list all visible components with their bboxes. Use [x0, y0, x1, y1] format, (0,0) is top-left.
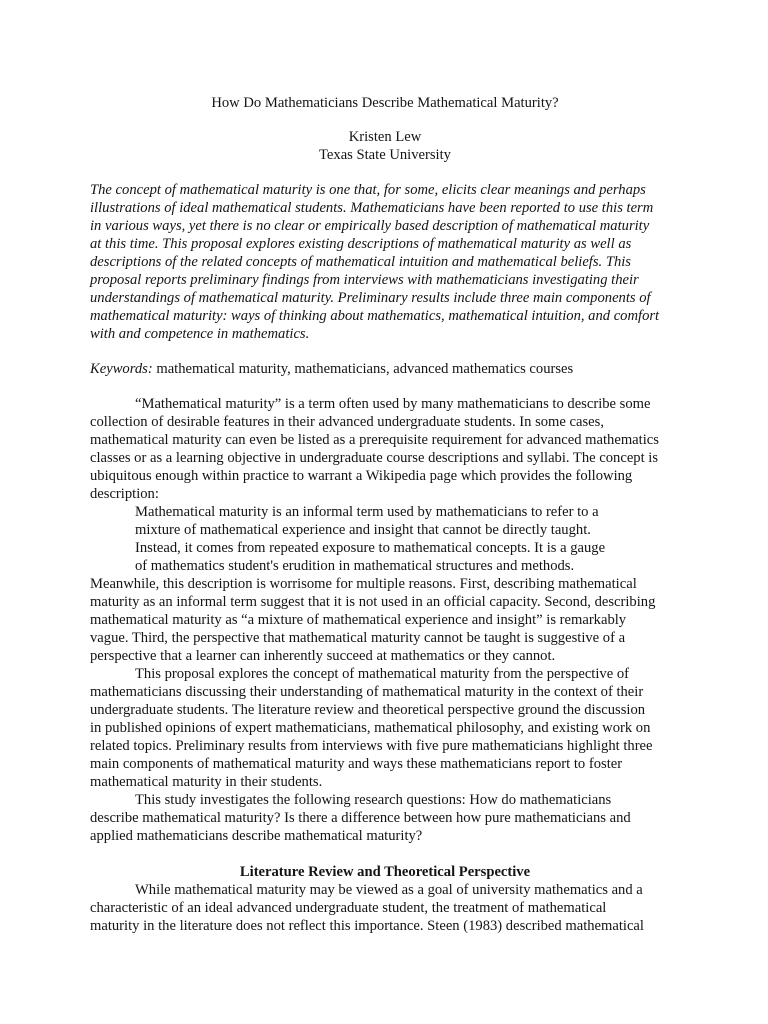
abstract-line: descriptions of the related concepts of mathematical intuition and mathematical beliefs. This	[90, 254, 631, 270]
body-line: This study investigates the following research questions: How do mathematicians	[135, 792, 612, 808]
keywords-label: Keywords:	[90, 361, 153, 377]
body-line: This proposal explores the concept of mathematical maturity from the perspective of	[135, 666, 629, 682]
keywords-text: mathematical maturity, mathematicians, advanced mathematics courses	[152, 361, 574, 377]
body-line: mathematical maturity in their students.	[90, 774, 323, 790]
author-name: Kristen Lew	[348, 129, 422, 145]
body-line: mathematicians discussing their understanding of mathematical maturity in the context of their	[90, 684, 644, 700]
abstract-line: proposal reports preliminary findings from interviews with mathematicians investigating their	[90, 272, 639, 288]
abstract-line: in various ways, yet there is no clear or empirically based description of mathematical maturity	[90, 218, 650, 234]
abstract-line: understandings of mathematical maturity. Preliminary results include three main components of	[90, 290, 651, 306]
intro-paragraph	[90, 395, 680, 503]
body-line: “Mathematical maturity” is a term often used by many mathematicians to describe some	[135, 396, 651, 412]
body-line: perspective that a learner can inherently succeed at mathematics or they cannot.	[90, 648, 556, 664]
proposal-paragraph	[90, 665, 680, 791]
quote-line: Instead, it comes from repeated exposure to mathematical concepts. It is a gauge	[135, 540, 606, 556]
body-line: ubiquitous enough within practice to warrant a Wikipedia page which provides the following	[90, 468, 633, 484]
abstract-line: mathematical maturity: ways of thinking about mathematics, mathematical intuition, and comfort	[90, 308, 660, 324]
abstract	[90, 181, 680, 343]
literature-paragraph	[90, 881, 680, 935]
keywords	[90, 360, 680, 378]
body-line: mathematical maturity can even be listed as a prerequisite requirement for advanced mathematics	[90, 432, 659, 448]
body-line: vague. Third, the perspective that mathematical maturity cannot be taught is suggestive of a	[90, 630, 626, 646]
body-line: description:	[90, 486, 159, 502]
body-line: characteristic of an ideal advanced undergraduate student, the treatment of mathematical	[90, 900, 607, 916]
paper-title: How Do Mathematicians Describe Mathematical Maturity?	[211, 95, 559, 111]
abstract-line: The concept of mathematical maturity is one that, for some, elicits clear meanings and perhaps	[90, 182, 646, 198]
research-questions-paragraph	[90, 791, 680, 845]
section-heading: Literature Review and Theoretical Perspective	[239, 864, 531, 880]
body-line: maturity in the literature does not reflect this importance. Steen (1983) described mathematical	[90, 918, 644, 934]
body-line: While mathematical maturity may be viewed as a goal of university mathematics and a	[135, 882, 643, 898]
body-line: mathematical maturity as “a mixture of mathematical experience and insight” is remarkably	[90, 612, 627, 628]
body-line: applied mathematicians describe mathematical maturity?	[90, 828, 423, 844]
quote-line: of mathematics student's erudition in mathematical structures and methods.	[135, 558, 575, 574]
abstract-line: with and competence in mathematics.	[90, 326, 310, 342]
quote-line: Mathematical maturity is an informal term used by mathematicians to refer to a	[135, 504, 599, 520]
abstract-line: at this time. This proposal explores existing descriptions of mathematical maturity as well as	[90, 236, 632, 252]
wikipedia-quote	[90, 503, 680, 575]
body-line: describe mathematical maturity? Is there a difference between how pure mathematicians and	[90, 810, 631, 826]
critique-paragraph	[90, 575, 680, 665]
body-line: undergraduate students. The literature review and theoretical perspective ground the discussion	[90, 702, 646, 718]
body-line: classes or as a learning objective in undergraduate course descriptions and syllabi. The concept is	[90, 450, 659, 466]
body-line: maturity as an informal term suggest that it is not used in an official capacity. Second, describing	[90, 594, 656, 610]
body-line: Meanwhile, this description is worrisome for multiple reasons. First, describing mathematical	[90, 576, 637, 592]
abstract-line: illustrations of ideal mathematical students. Mathematicians have been reported to use this term	[90, 200, 654, 216]
author-affiliation: Texas State University	[319, 147, 451, 163]
body-line: collection of desirable features in their advanced undergraduate students. In some cases,	[90, 414, 604, 430]
document-page	[90, 94, 680, 935]
body-line: related topics. Preliminary results from interviews with five pure mathematicians highlight three	[90, 738, 653, 754]
body-line: in published opinions of expert mathematicians, mathematical philosophy, and existing work on	[90, 720, 651, 736]
body-line: main components of mathematical maturity and ways these mathematicians report to foster	[90, 756, 623, 772]
quote-line: mixture of mathematical experience and insight that cannot be directly taught.	[135, 522, 591, 538]
